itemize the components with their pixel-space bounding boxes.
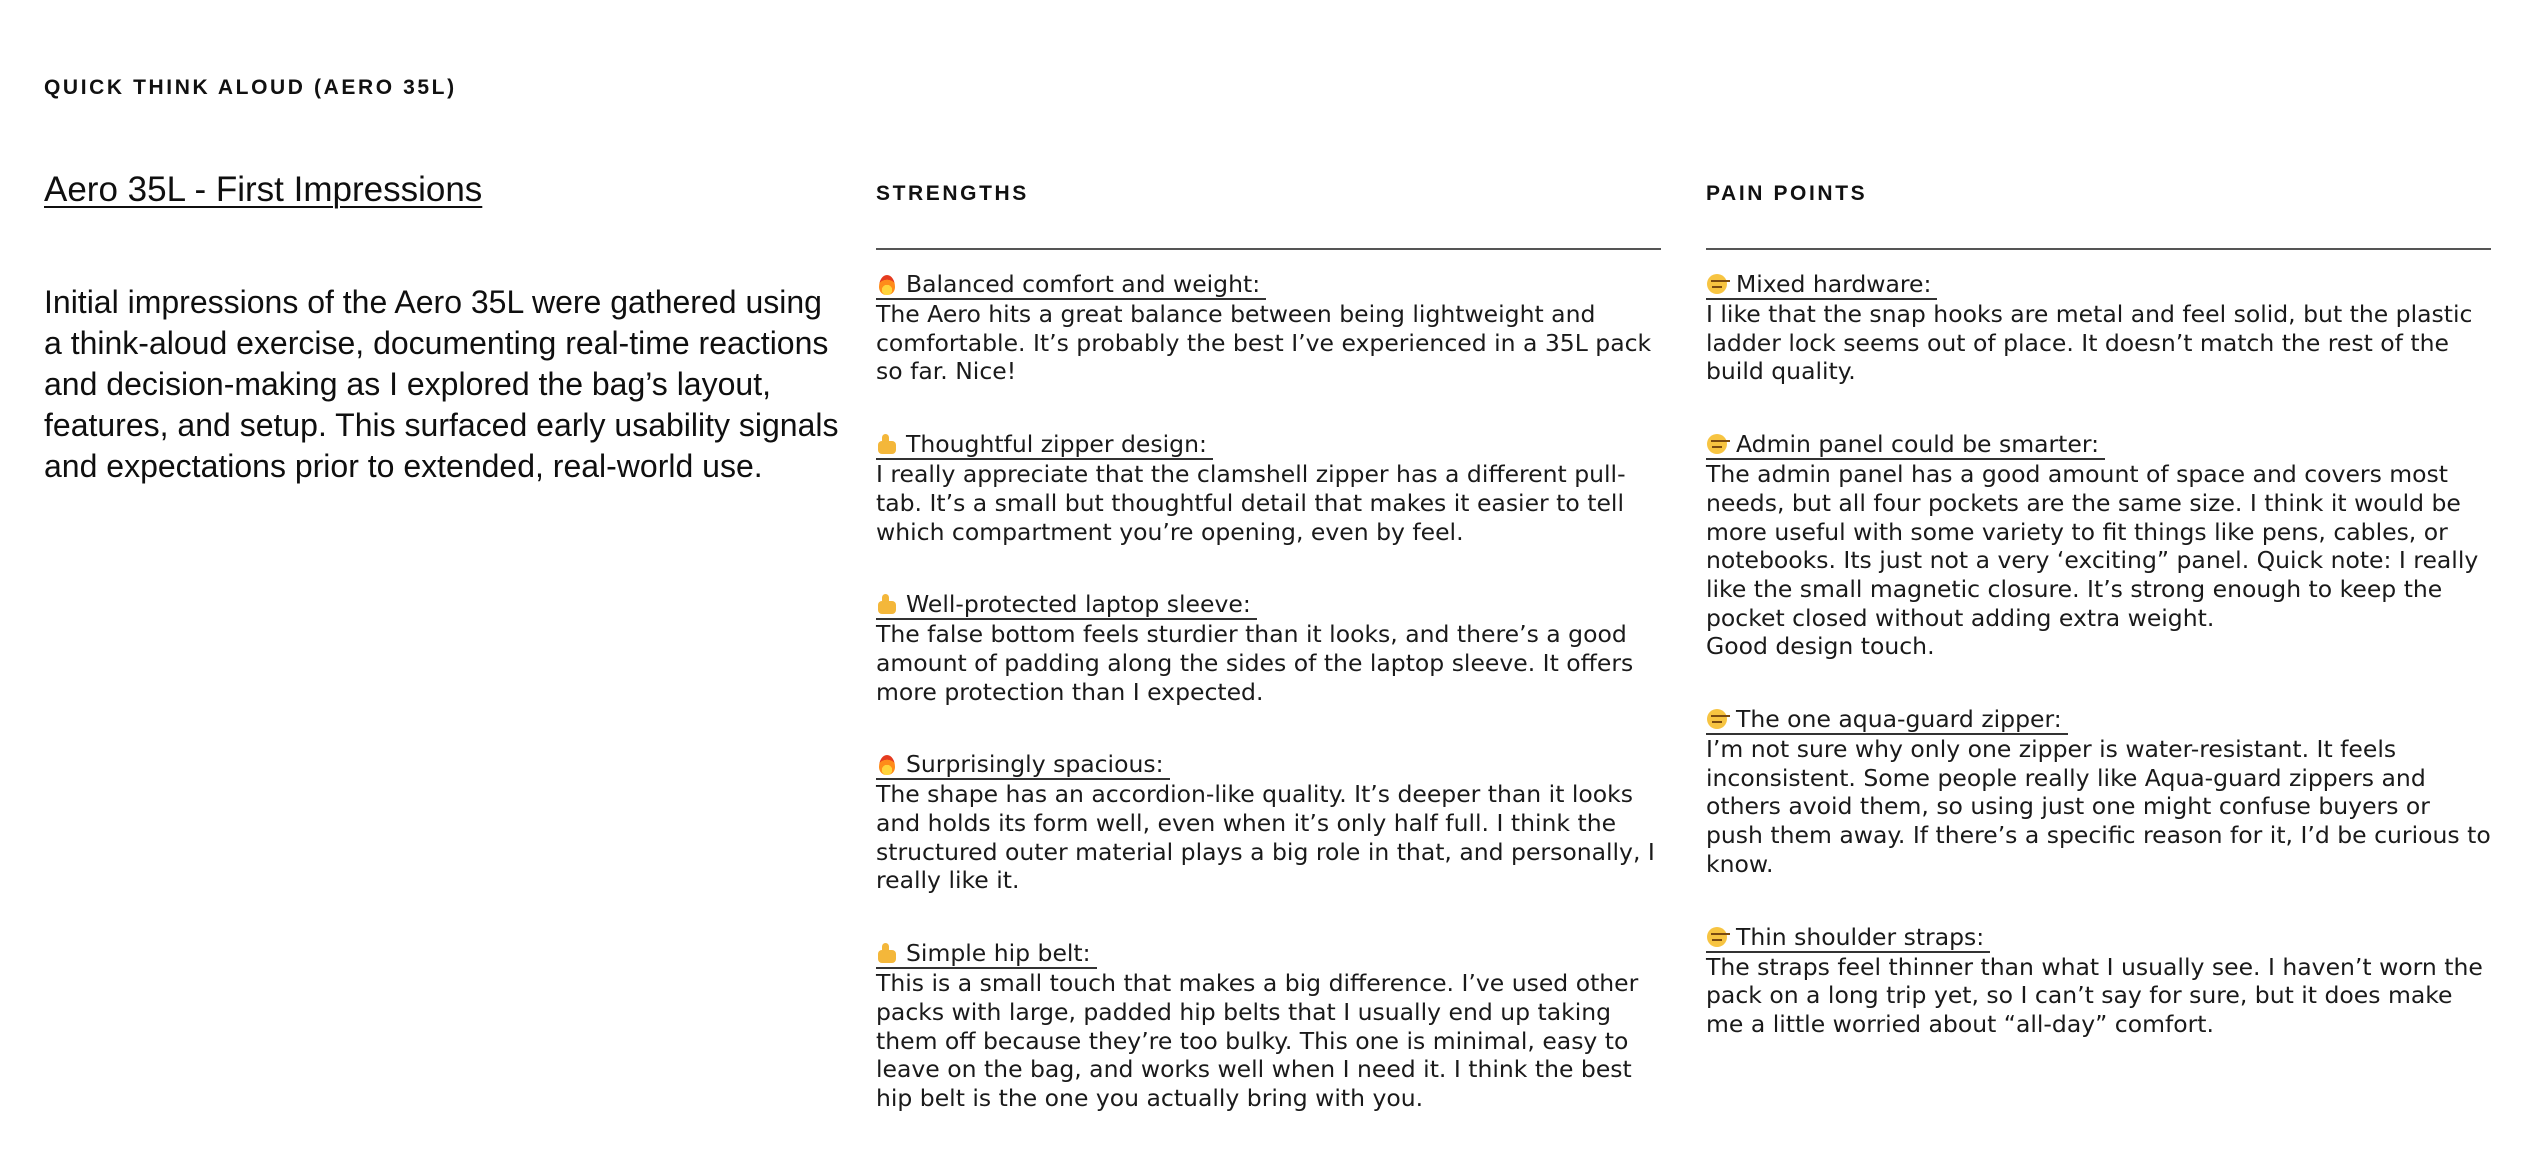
- strength-item-title: Surprisingly spacious:: [876, 750, 1170, 780]
- pain-point-item: [1706, 705, 2491, 879]
- neutral-face-icon: [1706, 926, 1728, 948]
- pain-points-heading: PAIN POINTS: [1706, 182, 2491, 250]
- pain-points-column: [1706, 182, 2491, 1083]
- pain-point-item-title: Admin panel could be smarter:: [1706, 430, 2105, 460]
- fire-icon: [876, 753, 898, 775]
- strength-item-body: The Aero hits a great balance between being lightweight and comfortable. It’s probably the best I’ve experienced in a 35L pack so far. Nice!: [876, 300, 1652, 386]
- fire-icon: [876, 273, 898, 295]
- pain-point-item-title: Thin shoulder straps:: [1706, 923, 1990, 953]
- strength-item: [876, 590, 1661, 706]
- pain-point-item-body: I like that the snap hooks are metal and feel solid, but the plastic ladder lock seems out of place. It doesn’t match the rest of the build quality.: [1706, 300, 2473, 386]
- neutral-face-icon: [1706, 273, 1728, 295]
- thumbs-up-icon: [876, 593, 898, 615]
- strength-item-title: Simple hip belt:: [876, 939, 1097, 969]
- thumbs-up-icon: [876, 433, 898, 455]
- pain-point-item: [1706, 430, 2491, 661]
- pain-point-item: [1706, 270, 2491, 386]
- strength-item: [876, 430, 1661, 546]
- strength-item: [876, 939, 1661, 1113]
- pain-point-item-title: The one aqua-guard zipper:: [1706, 705, 2068, 735]
- pain-point-item-title: Mixed hardware:: [1706, 270, 1937, 300]
- strength-item: [876, 750, 1661, 895]
- neutral-face-icon: [1706, 708, 1728, 730]
- strengths-column: [876, 182, 1661, 1157]
- strength-item: [876, 270, 1661, 386]
- strength-item-title: Well-protected laptop sleeve:: [876, 590, 1257, 620]
- strength-item-body: This is a small touch that makes a big difference. I’ve used other packs with large, padded hip belts that I usually end up taking them off because they’re too bulky. This one is minimal, easy to leave on the bag, and works well when I need it. I think the best hip belt is the one you actually bring with you.: [876, 969, 1639, 1112]
- intro-section: [44, 170, 844, 487]
- page-title: Aero 35L - First Impressions: [44, 170, 483, 209]
- neutral-face-icon: [1706, 433, 1728, 455]
- thumbs-up-icon: [876, 942, 898, 964]
- strength-item-title: Balanced comfort and weight:: [876, 270, 1266, 300]
- eyebrow-title: QUICK THINK ALOUD (AERO 35L): [44, 76, 457, 99]
- strength-item-body: I really appreciate that the clamshell zipper has a different pull-tab. It’s a small but thoughtful detail that makes it easier to tell which compartment you’re opening, even by feel.: [876, 460, 1626, 546]
- strengths-heading: STRENGTHS: [876, 182, 1661, 250]
- strength-item-body: The false bottom feels sturdier than it looks, and there’s a good amount of padding along the sides of the laptop sleeve. It offers more protection than I expected.: [876, 620, 1634, 706]
- strength-item-body: The shape has an accordion-like quality. It’s deeper than it looks and holds its form well, even when it’s only half full. I think the structured outer material plays a big role in that, and personally, I really like it.: [876, 780, 1655, 895]
- pain-point-item: [1706, 923, 2491, 1039]
- pain-point-item-body: I’m not sure why only one zipper is water-resistant. It feels inconsistent. Some people really like Aqua-guard zippers and others avoid them, so using just one might confuse buyers or push them away. If there’s a specific reason for it, I’d be curious to know.: [1706, 735, 2491, 878]
- intro-paragraph: Initial impressions of the Aero 35L were gathered using a think-aloud exercise, documenting real-time reactions and decision-making as I explored the bag’s layout, features, and setup. This surfaced early usability signals and expectations prior to extended, real-world use.: [44, 284, 839, 484]
- strength-item-title: Thoughtful zipper design:: [876, 430, 1213, 460]
- pain-point-item-body: The admin panel has a good amount of space and covers most needs, but all four pockets are the same size. I think it would be more useful with some variety to fit things like pens, cables, or notebooks. Its just not a very ‘exciting” panel. Quick note: I really like the small magnetic closure. It’s strong enough to keep the pocket closed without adding extra weight. Good design touch.: [1706, 460, 2479, 661]
- pain-point-item-body: The straps feel thinner than what I usually see. I haven’t worn the pack on a long trip yet, so I can’t say for sure, but it does make me a little worried about “all-day” comfort.: [1706, 952, 2483, 1038]
